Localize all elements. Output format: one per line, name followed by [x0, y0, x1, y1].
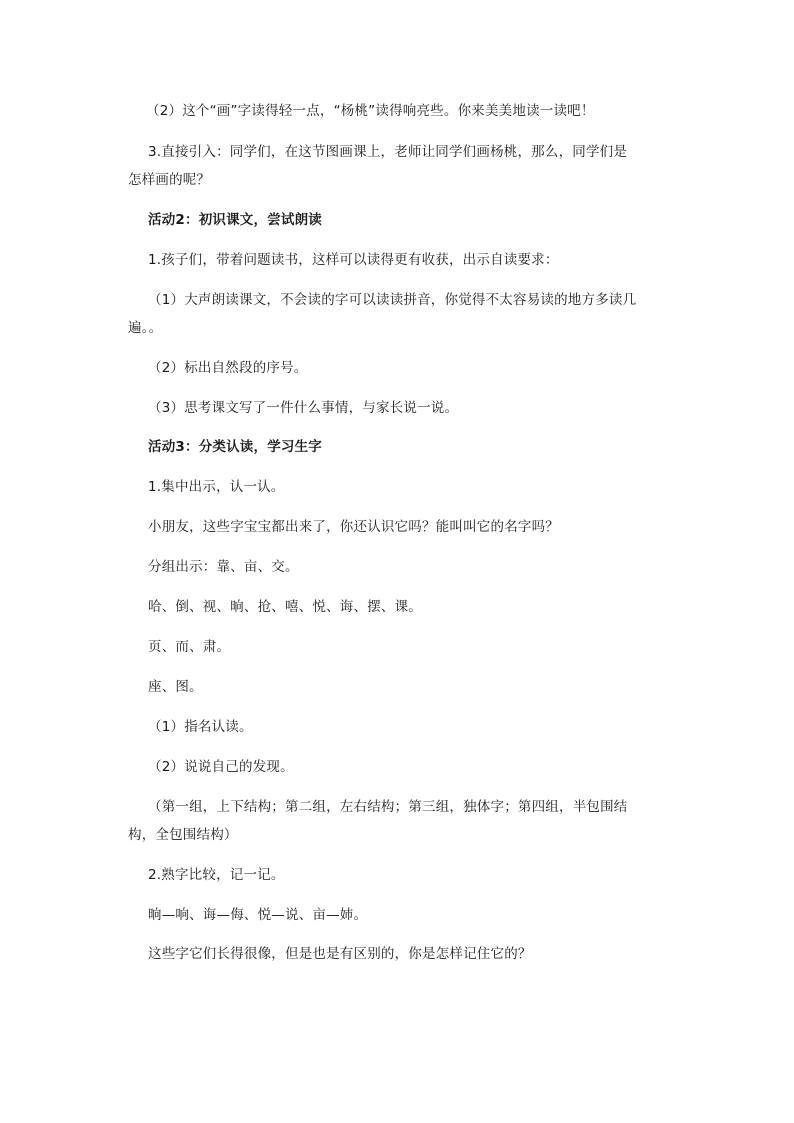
paragraph-line: （2）说说自己的发现。	[148, 759, 294, 775]
paragraph-line: 遍。。	[128, 320, 163, 336]
paragraph-line: （3）思考课文写了一件什么事情，与家长说一说。	[148, 400, 459, 416]
section-heading: 活动3：分类认读，学习生字	[148, 439, 322, 455]
paragraph-line: （第一组，上下结构；第二组，左右结构；第三组，独体字；第四组，半包围结	[148, 799, 628, 815]
paragraph-line: （2）这个“画”字读得轻一点，“杨桃”读得响亮些。你来美美地读一读吧！	[146, 103, 595, 119]
paragraph-line: 晌—响、诲—侮、悦—说、亩—姉。	[148, 907, 368, 923]
paragraph-line: 1.孩子们，带着问题读书，这样可以读得更有收获，出示自读要求：	[148, 252, 559, 268]
paragraph-line: 1.集中出示，认一认。	[148, 479, 285, 495]
paragraph-line: 怎样画的呢？	[128, 172, 211, 188]
paragraph-line: 分组出示：靠、亩、交。	[148, 559, 299, 575]
paragraph-line: （2）标出自然段的序号。	[148, 360, 308, 376]
paragraph-line: 座、图。	[148, 679, 203, 695]
paragraph-line: 3.直接引入：同学们，在这节图画课上，老师让同学们画杨桃，那么，同学们是	[148, 144, 628, 160]
paragraph-line: 页、而、肃。	[148, 639, 231, 655]
paragraph-line: 构，全包围结构）	[128, 827, 238, 843]
paragraph-line: 这些字它们长得很像，但是也是有区别的，你是怎样记住它的？	[148, 946, 532, 962]
paragraph-line: 哈、倒、视、晌、抢、嘻、悦、诲、摆、课。	[148, 599, 422, 615]
paragraph-line: （1）大声朗读课文，不会读的字可以读读拼音，你觉得不太容易读的地方多读几	[148, 292, 637, 308]
section-heading: 活动2：初识课文，尝试朗读	[148, 212, 322, 228]
paragraph-line: （1）指名认读。	[148, 719, 253, 735]
paragraph-line: 2.熟字比较，记一记。	[148, 867, 285, 883]
paragraph-line: 小朋友，这些字宝宝都出来了，你还认识它吗？能叫叫它的名字吗？	[148, 519, 559, 535]
